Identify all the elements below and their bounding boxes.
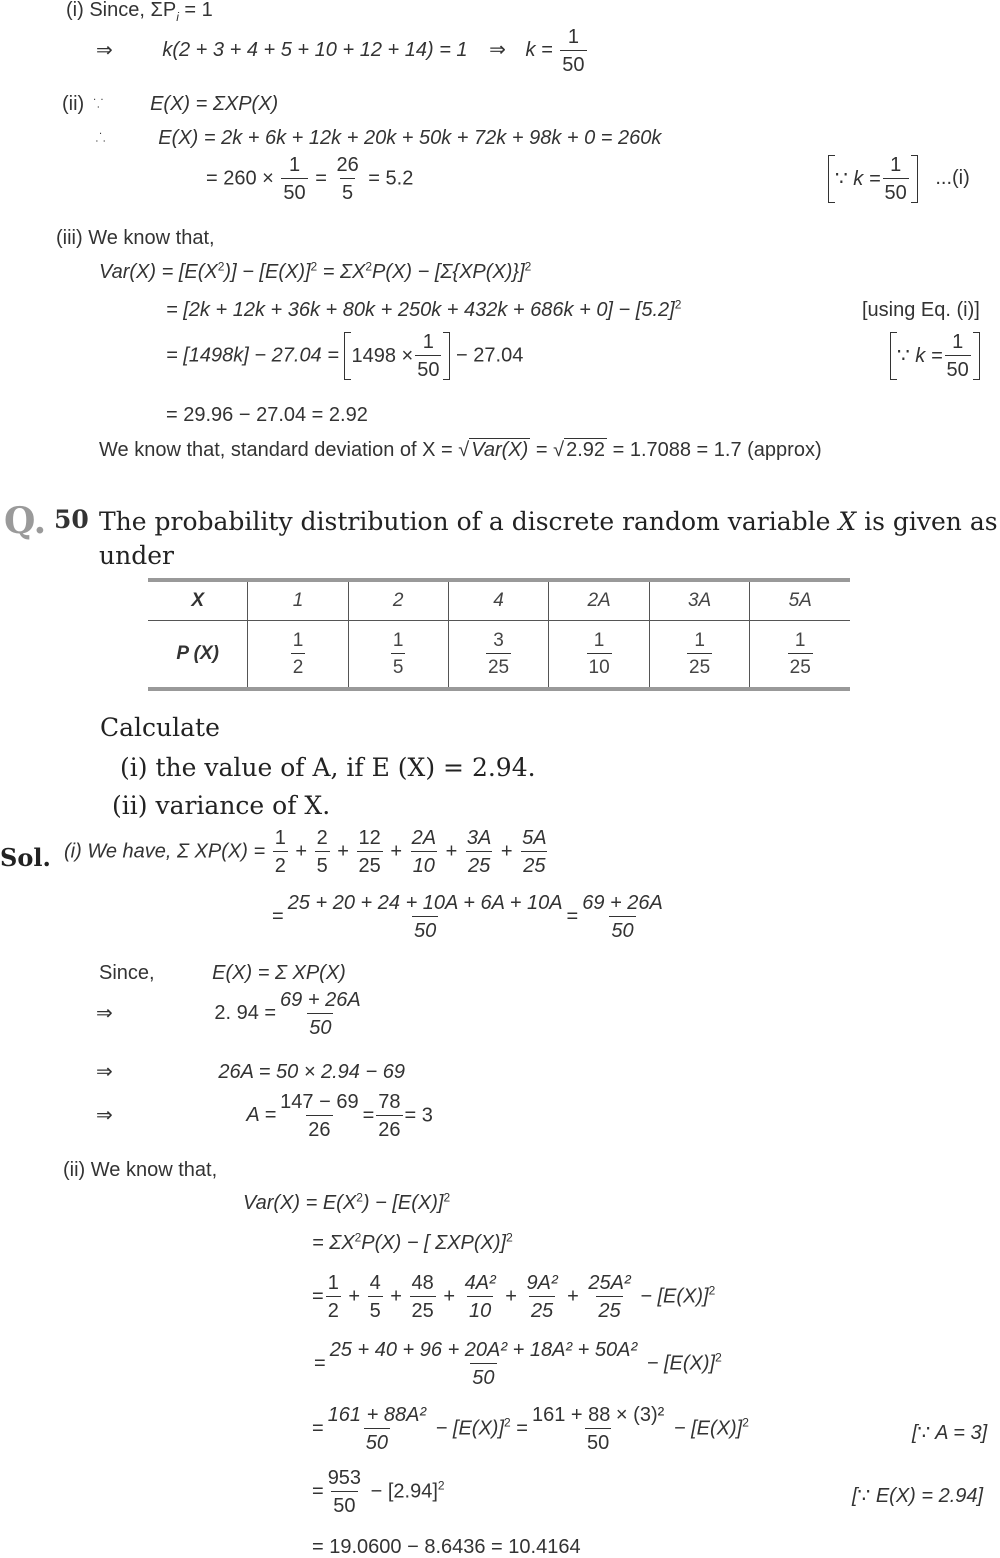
text: Since, xyxy=(99,962,155,984)
denominator: 50 xyxy=(945,355,971,380)
denominator: 50 xyxy=(560,50,586,75)
math-text: = 260 × xyxy=(206,167,274,190)
denominator: 5 xyxy=(368,1296,383,1321)
numerator: 69 + 26A xyxy=(582,892,663,914)
numerator: 3A xyxy=(466,827,492,849)
text: We know that, xyxy=(88,227,215,249)
numerator: 25A² xyxy=(588,1272,631,1294)
fraction xyxy=(278,990,363,1038)
fraction xyxy=(278,1092,360,1140)
fraction xyxy=(415,332,441,380)
equation: k = xyxy=(525,39,553,62)
numerator: 48 xyxy=(411,1272,434,1294)
denominator: 50 xyxy=(609,916,635,941)
note-text: ∵ k = xyxy=(835,168,881,190)
numerator: 1 xyxy=(890,154,902,176)
sol-ii-v5-note: [∵ A = 3] xyxy=(912,1422,988,1444)
equation: = ΣX xyxy=(317,261,366,283)
prev-part-ii-line1 xyxy=(62,94,278,114)
numerator: 161 + 88A² xyxy=(327,1404,427,1426)
bracket xyxy=(344,332,450,380)
superscript: 2 xyxy=(504,1415,511,1430)
sqrt-content: Var(X) xyxy=(471,439,529,461)
denominator: 5 xyxy=(315,851,330,876)
sol-ii-v3: = $\frac{1}{2}$ + $\frac{4}{5}$ + $\frac{48}{25}$ + $\frac{\text{4A²}}{10}$ + $\frac{\text{9A²}}{25}$ + $\frac{\text{25A²}}{25}$ − $[E(X)]^2$ xyxy=(312,1272,716,1322)
equation: − [E(X)] xyxy=(673,1417,743,1440)
denominator: 25 xyxy=(687,653,712,677)
equation: P(X) − [Σ{XP(X)}] xyxy=(372,261,525,283)
fraction xyxy=(410,828,438,876)
equation: − [E(X)] xyxy=(646,1352,716,1375)
sol-i-line2: = $\frac{25 + 20 + 24 + 10A + 6A + 10A}{50}$ = $\frac{69 + 26A}{50}$ xyxy=(272,892,663,942)
math-text: = xyxy=(315,167,327,190)
text: (ii) We know that, xyxy=(63,1159,218,1181)
fraction xyxy=(326,1273,341,1321)
fraction xyxy=(463,1273,498,1321)
denominator: 50 xyxy=(470,1363,496,1388)
numerator: 9A² xyxy=(526,1272,558,1294)
sol-i-line1: (i) We have, Σ XP(X) = $\frac{1}{2}$ + $\frac{2}{5}$ + $\frac{12}{25}$ + $\frac{2A}{10}$ + $\frac{3A}{25}$ + $\frac{5A}{25}$ xyxy=(64,827,547,877)
equation-ref: ...(i) xyxy=(935,167,970,190)
fraction xyxy=(376,1092,402,1140)
question-part-i: (i) the value of A, if E (X) = 2.94. xyxy=(120,753,536,782)
numerator: 4A² xyxy=(464,1272,496,1294)
prev-part-ii-line3 xyxy=(206,155,413,203)
fraction xyxy=(520,828,548,876)
table-cell xyxy=(448,621,549,690)
fraction xyxy=(560,27,586,75)
equation: = [1498k] − 27.04 = xyxy=(166,344,339,367)
superscript: 2 xyxy=(365,259,373,274)
sol-step3: ⇒ A = $\frac{147 - 69}{26}$ = $\frac{78}{26}$ = 3 xyxy=(96,1091,433,1141)
superscript: 2 xyxy=(356,1190,363,1205)
note-text: [using Eq. (i)] xyxy=(862,299,980,321)
question-part-ii: (ii) variance of X. xyxy=(112,791,331,820)
note-text: ∵ k = xyxy=(897,345,943,367)
bracket xyxy=(890,332,980,380)
denominator: 25 xyxy=(521,851,547,876)
superscript: 2 xyxy=(524,259,532,274)
denominator: 26 xyxy=(306,1115,332,1140)
math-text: = 3 xyxy=(404,1104,433,1127)
denominator: 25 xyxy=(486,653,511,677)
prev-part-iii-l3-note xyxy=(890,332,980,380)
equation: (i) We have, Σ XP(X) = xyxy=(64,840,266,863)
fraction xyxy=(326,1468,363,1516)
equation: E(X) = ΣXP(X) xyxy=(150,93,279,115)
superscript: 2 xyxy=(443,1190,451,1205)
sol-since xyxy=(99,963,346,983)
prev-part-iii-intro xyxy=(56,228,215,248)
denominator: 50 xyxy=(307,1013,333,1038)
numerator: 1 xyxy=(292,630,304,651)
numerator: 69 + 26A xyxy=(280,989,361,1011)
fraction xyxy=(326,1405,428,1453)
fraction xyxy=(273,828,288,876)
superscript: 2 xyxy=(742,1415,749,1430)
table-cell: 3A xyxy=(649,580,750,621)
fraction xyxy=(580,893,665,941)
numerator: 1 xyxy=(327,1272,339,1294)
equation: P(X) − [ ΣXP(X)] xyxy=(361,1232,507,1254)
fraction xyxy=(328,1340,639,1388)
numerator: 147 − 69 xyxy=(280,1091,359,1113)
denominator: 25 xyxy=(788,653,813,677)
denominator: 25 xyxy=(357,851,383,876)
fraction xyxy=(465,828,493,876)
prev-part-iii-l4 xyxy=(166,405,368,425)
denominator: 25 xyxy=(596,1296,622,1321)
sol-step2 xyxy=(96,1062,405,1082)
question-number: 50 xyxy=(54,505,89,534)
fraction xyxy=(587,631,612,677)
table-cell: 5A xyxy=(750,580,850,621)
numerator: 1 xyxy=(274,827,286,849)
superscript: 2 xyxy=(506,1230,513,1245)
table-cell xyxy=(649,621,750,690)
fraction xyxy=(357,828,383,876)
denominator: 5 xyxy=(340,178,355,203)
equation: ) − [E(X)] xyxy=(362,1192,444,1214)
sol-ii-v6-note: [∵ E(X) = 2.94] xyxy=(852,1485,984,1507)
equation: Var(X) = E(X xyxy=(243,1192,357,1214)
denominator: 25 xyxy=(410,1296,436,1321)
implies-symbol: ⇒ xyxy=(96,39,113,62)
math-text: = 1.7088 = 1.7 (approx) xyxy=(607,439,822,461)
fraction xyxy=(391,631,406,677)
equation: A = xyxy=(246,1104,277,1127)
prev-part-i-line1 xyxy=(66,0,213,24)
denominator: 10 xyxy=(467,1296,493,1321)
text: We know that, standard deviation of X = √ xyxy=(99,439,470,461)
math-text: 2. 94 = xyxy=(214,1002,277,1025)
denominator: 2 xyxy=(326,1296,341,1321)
math-text: = 1 xyxy=(178,0,213,21)
prev-part-iii-l3 xyxy=(166,332,523,380)
text: The probability distribution of a discrete random variable xyxy=(99,507,839,536)
numerator: 12 xyxy=(358,827,381,849)
sol-ii-v1 xyxy=(243,1190,451,1214)
math-text: = 5.2 xyxy=(368,167,414,190)
equation: = [2k + 12k + 36k + 80k + 250k + 432k + 686k + 0] − [5.2] xyxy=(166,299,675,321)
denominator: 50 xyxy=(883,178,909,203)
table-cell: 2 xyxy=(348,580,448,621)
denominator: 2 xyxy=(291,653,306,677)
equation: 26A = 50 × 2.94 − 69 xyxy=(218,1061,405,1083)
part-label: (iii) xyxy=(56,227,83,249)
numerator: 1 xyxy=(952,331,964,353)
table-header-px: P (X) xyxy=(148,621,248,690)
numerator: 1 xyxy=(567,26,579,48)
numerator: 2 xyxy=(316,827,328,849)
numerator: 25 + 40 + 96 + 20A² + 18A² + 50A² xyxy=(329,1339,638,1361)
denominator: 10 xyxy=(587,653,612,677)
question-mark: Q. xyxy=(4,500,47,542)
implies-symbol: ⇒ xyxy=(96,1002,113,1025)
numerator: 78 xyxy=(378,1091,401,1113)
subscript: i xyxy=(176,10,179,24)
prev-part-ii-note xyxy=(828,155,970,203)
superscript: 2 xyxy=(437,1478,445,1493)
fraction xyxy=(525,1273,560,1321)
table-cell xyxy=(248,621,348,690)
fraction xyxy=(788,631,813,677)
prev-part-iii-l2 xyxy=(166,297,682,321)
sol-ii-v7: = 19.0600 − 8.6436 = 10.4164 xyxy=(312,1536,581,1558)
part-label: (ii) xyxy=(62,93,85,115)
numerator: 1 xyxy=(593,630,605,651)
equation: k(2 + 3 + 4 + 5 + 10 + 12 + 14) = 1 xyxy=(162,39,468,62)
denominator: 50 xyxy=(585,1428,611,1453)
numerator: 1 xyxy=(288,154,301,176)
fraction xyxy=(334,155,360,203)
denominator: 50 xyxy=(415,355,441,380)
fraction xyxy=(291,631,306,677)
sol-ii-v6: = $\frac{953}{50}$ − $[2.94]^2$ xyxy=(312,1467,445,1517)
prev-part-i-line2 xyxy=(96,27,589,75)
table-row xyxy=(148,580,850,621)
numerator: 5A xyxy=(522,827,547,849)
superscript: 2 xyxy=(715,1350,722,1365)
table-cell: 2A xyxy=(549,580,650,621)
denominator: 26 xyxy=(376,1115,402,1140)
equation: − [E(X)] xyxy=(435,1417,505,1440)
denominator: 5 xyxy=(391,653,406,677)
table-header-x: X xyxy=(148,580,248,621)
sqrt-content: 2.92 xyxy=(566,439,606,461)
table-cell: 4 xyxy=(448,580,549,621)
fraction xyxy=(883,155,909,203)
numerator: 25 + 20 + 24 + 10A + 6A + 10A xyxy=(287,892,563,914)
denominator: 25 xyxy=(529,1296,555,1321)
fraction xyxy=(286,893,565,941)
equation: = 29.96 − 27.04 = 2.92 xyxy=(166,404,368,426)
sol-ii-v2 xyxy=(312,1230,513,1254)
math-text: 1498 × xyxy=(351,345,414,367)
variable: X xyxy=(838,507,857,536)
part-label: (i) xyxy=(66,0,84,21)
implies-symbol: ⇒ xyxy=(96,1061,113,1083)
math-text: = √ xyxy=(530,439,565,461)
table-row xyxy=(148,621,850,690)
superscript: 2 xyxy=(310,259,318,274)
math-text: − 27.04 xyxy=(456,344,524,367)
superscript: 2 xyxy=(674,297,682,312)
table-cell xyxy=(549,621,650,690)
numerator: 953 xyxy=(327,1467,362,1489)
numerator: 2A xyxy=(411,827,437,849)
superscript: 2 xyxy=(708,1283,716,1298)
numerator: 1 xyxy=(694,630,705,651)
denominator: 2 xyxy=(273,851,288,876)
numerator: 1 xyxy=(794,630,806,651)
table-cell xyxy=(348,621,448,690)
prev-part-ii-line2 xyxy=(96,128,661,148)
denominator: 50 xyxy=(364,1428,390,1453)
numerator: 161 + 88 × (3)² xyxy=(531,1404,665,1426)
fraction xyxy=(687,631,712,677)
equation: )] − [E(X)] xyxy=(224,261,311,283)
fraction xyxy=(486,631,511,677)
numerator: 1 xyxy=(392,630,404,651)
fraction xyxy=(368,1273,383,1321)
superscript: 2 xyxy=(217,259,225,274)
numerator: 3 xyxy=(493,630,504,651)
denominator: 10 xyxy=(411,851,437,876)
prev-part-iii-sd xyxy=(99,440,822,460)
denominator: 25 xyxy=(466,851,492,876)
implies-symbol: ⇒ xyxy=(489,39,506,62)
fraction xyxy=(530,1405,666,1453)
sol-ii-intro xyxy=(63,1160,217,1180)
prev-part-iii-l2-note xyxy=(862,300,980,320)
fraction xyxy=(586,1273,632,1321)
equation: E(X) = Σ XP(X) xyxy=(212,962,346,984)
because-symbol: ∵ xyxy=(93,93,107,115)
sol-step1 xyxy=(96,990,365,1038)
equation: = ΣX xyxy=(312,1232,355,1254)
math-text: − [2.94] xyxy=(370,1480,438,1503)
solution-label: Sol. xyxy=(0,843,51,872)
sol-ii-v5: = $\frac{\text{161 + 88A²}}{50}$ − $[E(X)]^2$ = $\frac{\text{161 + 88 × (3)²}}{50}$ − $[E(X)]^2$ xyxy=(312,1404,749,1454)
fraction xyxy=(945,332,971,380)
fraction xyxy=(315,828,330,876)
numerator: 4 xyxy=(369,1272,381,1294)
denominator: 50 xyxy=(281,178,307,203)
numerator: 26 xyxy=(336,154,359,176)
math-text: Since, ΣP xyxy=(89,0,177,21)
equation: − [E(X)] xyxy=(640,1285,709,1308)
implies-symbol: ⇒ xyxy=(96,1104,113,1127)
table-cell xyxy=(750,621,850,690)
question-text xyxy=(99,505,999,573)
numerator: 1 xyxy=(422,331,434,353)
calculate-label: Calculate xyxy=(100,713,220,742)
equation: Var(X) = [E(X xyxy=(99,261,218,283)
therefore-symbol: ∴ xyxy=(96,127,109,149)
denominator: 50 xyxy=(331,1491,357,1516)
probability-distribution-table xyxy=(148,578,850,691)
fraction xyxy=(410,1273,436,1321)
equation: E(X) = 2k + 6k + 12k + 20k + 50k + 72k + 98k + 0 = 260k xyxy=(158,127,662,149)
fraction xyxy=(281,155,307,203)
sol-ii-v4: = $\frac{\text{25 + 40 + 96 + 20A² + 18A² + 50A²}}{50}$ − $[E(X)]^2$ xyxy=(314,1339,722,1389)
superscript: 2 xyxy=(354,1230,362,1245)
bracket xyxy=(828,155,918,203)
prev-part-iii-var xyxy=(99,259,532,283)
table-cell: 1 xyxy=(248,580,348,621)
text: is given as under xyxy=(99,507,998,570)
denominator: 50 xyxy=(412,916,438,941)
